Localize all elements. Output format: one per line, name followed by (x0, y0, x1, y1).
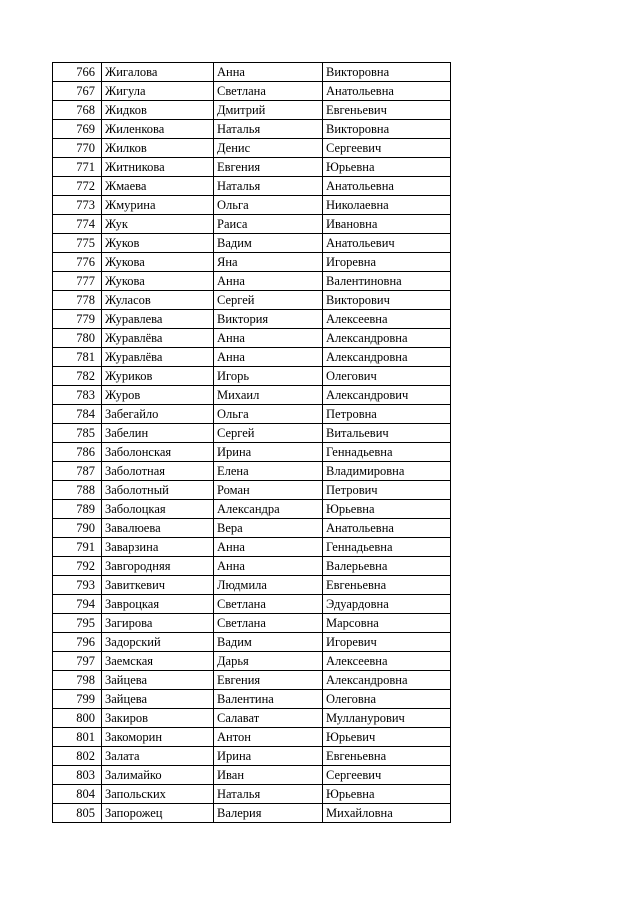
patronymic-cell: Петровна (323, 405, 451, 424)
patronymic-cell: Геннадьевна (323, 538, 451, 557)
table-row (53, 709, 451, 728)
first-name-cell: Анна (214, 329, 323, 348)
table-row (53, 215, 451, 234)
patronymic-cell: Александровна (323, 348, 451, 367)
row-number-cell: 769 (53, 120, 102, 139)
patronymic-cell: Евгеньевна (323, 576, 451, 595)
table-row (53, 519, 451, 538)
first-name-cell: Салават (214, 709, 323, 728)
patronymic-cell: Петрович (323, 481, 451, 500)
patronymic-cell: Михайловна (323, 804, 451, 823)
row-number-cell: 801 (53, 728, 102, 747)
last-name-cell: Журавлёва (102, 329, 214, 348)
patronymic-cell: Марсовна (323, 614, 451, 633)
table-row (53, 443, 451, 462)
row-number-cell: 774 (53, 215, 102, 234)
table-row (53, 272, 451, 291)
last-name-cell: Завгородняя (102, 557, 214, 576)
row-number-cell: 790 (53, 519, 102, 538)
patronymic-cell: Анатольевна (323, 519, 451, 538)
table-row (53, 63, 451, 82)
row-number-cell: 780 (53, 329, 102, 348)
row-number-cell: 802 (53, 747, 102, 766)
patronymic-cell: Викторовна (323, 63, 451, 82)
last-name-cell: Завалюева (102, 519, 214, 538)
row-number-cell: 804 (53, 785, 102, 804)
first-name-cell: Анна (214, 272, 323, 291)
table-row (53, 595, 451, 614)
table-row (53, 348, 451, 367)
first-name-cell: Ирина (214, 747, 323, 766)
table-row (53, 747, 451, 766)
patronymic-cell: Юрьевна (323, 785, 451, 804)
first-name-cell: Роман (214, 481, 323, 500)
table-row (53, 557, 451, 576)
last-name-cell: Залата (102, 747, 214, 766)
first-name-cell: Дмитрий (214, 101, 323, 120)
table-row (53, 310, 451, 329)
patronymic-cell: Александрович (323, 386, 451, 405)
patronymic-cell: Ивановна (323, 215, 451, 234)
row-number-cell: 803 (53, 766, 102, 785)
last-name-cell: Заемская (102, 652, 214, 671)
last-name-cell: Закиров (102, 709, 214, 728)
first-name-cell: Валентина (214, 690, 323, 709)
row-number-cell: 781 (53, 348, 102, 367)
patronymic-cell: Игоревна (323, 253, 451, 272)
table-row (53, 500, 451, 519)
row-number-cell: 800 (53, 709, 102, 728)
first-name-cell: Денис (214, 139, 323, 158)
first-name-cell: Евгения (214, 158, 323, 177)
first-name-cell: Игорь (214, 367, 323, 386)
first-name-cell: Иван (214, 766, 323, 785)
first-name-cell: Михаил (214, 386, 323, 405)
table-row (53, 139, 451, 158)
first-name-cell: Александра (214, 500, 323, 519)
last-name-cell: Жмаева (102, 177, 214, 196)
table-row (53, 728, 451, 747)
last-name-cell: Запорожец (102, 804, 214, 823)
last-name-cell: Жиленкова (102, 120, 214, 139)
table-row (53, 424, 451, 443)
table-row (53, 329, 451, 348)
patronymic-cell: Александровна (323, 671, 451, 690)
patronymic-cell: Викторовна (323, 120, 451, 139)
row-number-cell: 791 (53, 538, 102, 557)
first-name-cell: Ирина (214, 443, 323, 462)
patronymic-cell: Юрьевна (323, 158, 451, 177)
last-name-cell: Забегайло (102, 405, 214, 424)
row-number-cell: 775 (53, 234, 102, 253)
patronymic-cell: Александровна (323, 329, 451, 348)
table-row (53, 671, 451, 690)
first-name-cell: Анна (214, 557, 323, 576)
last-name-cell: Журиков (102, 367, 214, 386)
table-row (53, 538, 451, 557)
last-name-cell: Задорский (102, 633, 214, 652)
row-number-cell: 787 (53, 462, 102, 481)
first-name-cell: Наталья (214, 785, 323, 804)
name-roster-table (52, 62, 451, 823)
table-row (53, 804, 451, 823)
first-name-cell: Виктория (214, 310, 323, 329)
row-number-cell: 776 (53, 253, 102, 272)
row-number-cell: 792 (53, 557, 102, 576)
first-name-cell: Раиса (214, 215, 323, 234)
table-row (53, 291, 451, 310)
row-number-cell: 768 (53, 101, 102, 120)
first-name-cell: Сергей (214, 291, 323, 310)
patronymic-cell: Алексеевна (323, 310, 451, 329)
last-name-cell: Запольских (102, 785, 214, 804)
first-name-cell: Вера (214, 519, 323, 538)
table-row (53, 120, 451, 139)
first-name-cell: Светлана (214, 614, 323, 633)
row-number-cell: 795 (53, 614, 102, 633)
row-number-cell: 771 (53, 158, 102, 177)
row-number-cell: 799 (53, 690, 102, 709)
row-number-cell: 782 (53, 367, 102, 386)
row-number-cell: 805 (53, 804, 102, 823)
first-name-cell: Анна (214, 538, 323, 557)
patronymic-cell: Игоревич (323, 633, 451, 652)
patronymic-cell: Евгеньевна (323, 747, 451, 766)
patronymic-cell: Владимировна (323, 462, 451, 481)
table-row (53, 652, 451, 671)
row-number-cell: 798 (53, 671, 102, 690)
patronymic-cell: Анатольевич (323, 234, 451, 253)
row-number-cell: 778 (53, 291, 102, 310)
patronymic-cell: Анатольевна (323, 82, 451, 101)
first-name-cell: Валерия (214, 804, 323, 823)
table-row (53, 158, 451, 177)
patronymic-cell: Эдуардовна (323, 595, 451, 614)
last-name-cell: Журавлева (102, 310, 214, 329)
row-number-cell: 789 (53, 500, 102, 519)
last-name-cell: Жигула (102, 82, 214, 101)
row-number-cell: 783 (53, 386, 102, 405)
row-number-cell: 797 (53, 652, 102, 671)
first-name-cell: Евгения (214, 671, 323, 690)
table-row (53, 766, 451, 785)
first-name-cell: Людмила (214, 576, 323, 595)
last-name-cell: Завроцкая (102, 595, 214, 614)
first-name-cell: Сергей (214, 424, 323, 443)
last-name-cell: Жмурина (102, 196, 214, 215)
first-name-cell: Анна (214, 348, 323, 367)
row-number-cell: 793 (53, 576, 102, 595)
last-name-cell: Заболотный (102, 481, 214, 500)
last-name-cell: Жукова (102, 253, 214, 272)
roster-table-body (53, 63, 451, 823)
patronymic-cell: Витальевич (323, 424, 451, 443)
last-name-cell: Заболоцкая (102, 500, 214, 519)
table-row (53, 253, 451, 272)
row-number-cell: 773 (53, 196, 102, 215)
last-name-cell: Зайцева (102, 671, 214, 690)
first-name-cell: Наталья (214, 120, 323, 139)
row-number-cell: 796 (53, 633, 102, 652)
first-name-cell: Вадим (214, 234, 323, 253)
table-row (53, 82, 451, 101)
last-name-cell: Зайцева (102, 690, 214, 709)
table-row (53, 101, 451, 120)
last-name-cell: Жидков (102, 101, 214, 120)
row-number-cell: 786 (53, 443, 102, 462)
first-name-cell: Ольга (214, 405, 323, 424)
patronymic-cell: Сергеевич (323, 766, 451, 785)
table-row (53, 196, 451, 215)
last-name-cell: Жигалова (102, 63, 214, 82)
last-name-cell: Жукова (102, 272, 214, 291)
last-name-cell: Журов (102, 386, 214, 405)
table-row (53, 785, 451, 804)
first-name-cell: Светлана (214, 595, 323, 614)
last-name-cell: Заболотная (102, 462, 214, 481)
table-row (53, 690, 451, 709)
row-number-cell: 779 (53, 310, 102, 329)
last-name-cell: Житникова (102, 158, 214, 177)
first-name-cell: Светлана (214, 82, 323, 101)
last-name-cell: Жилков (102, 139, 214, 158)
row-number-cell: 785 (53, 424, 102, 443)
patronymic-cell: Евгеньевич (323, 101, 451, 120)
last-name-cell: Забелин (102, 424, 214, 443)
table-row (53, 614, 451, 633)
first-name-cell: Наталья (214, 177, 323, 196)
last-name-cell: Заварзина (102, 538, 214, 557)
first-name-cell: Дарья (214, 652, 323, 671)
row-number-cell: 772 (53, 177, 102, 196)
row-number-cell: 766 (53, 63, 102, 82)
patronymic-cell: Алексеевна (323, 652, 451, 671)
table-row (53, 234, 451, 253)
last-name-cell: Закоморин (102, 728, 214, 747)
first-name-cell: Анна (214, 63, 323, 82)
first-name-cell: Яна (214, 253, 323, 272)
patronymic-cell: Анатольевна (323, 177, 451, 196)
first-name-cell: Елена (214, 462, 323, 481)
last-name-cell: Заболонская (102, 443, 214, 462)
last-name-cell: Журавлёва (102, 348, 214, 367)
table-row (53, 367, 451, 386)
first-name-cell: Вадим (214, 633, 323, 652)
table-row (53, 576, 451, 595)
patronymic-cell: Олегович (323, 367, 451, 386)
patronymic-cell: Валерьевна (323, 557, 451, 576)
table-row (53, 405, 451, 424)
last-name-cell: Жуласов (102, 291, 214, 310)
patronymic-cell: Мулланурович (323, 709, 451, 728)
patronymic-cell: Викторович (323, 291, 451, 310)
patronymic-cell: Юрьевич (323, 728, 451, 747)
row-number-cell: 770 (53, 139, 102, 158)
patronymic-cell: Олеговна (323, 690, 451, 709)
patronymic-cell: Геннадьевна (323, 443, 451, 462)
first-name-cell: Антон (214, 728, 323, 747)
table-row (53, 462, 451, 481)
patronymic-cell: Николаевна (323, 196, 451, 215)
table-row (53, 386, 451, 405)
row-number-cell: 784 (53, 405, 102, 424)
patronymic-cell: Сергеевич (323, 139, 451, 158)
row-number-cell: 767 (53, 82, 102, 101)
table-row (53, 633, 451, 652)
first-name-cell: Ольга (214, 196, 323, 215)
row-number-cell: 794 (53, 595, 102, 614)
last-name-cell: Загирова (102, 614, 214, 633)
last-name-cell: Жук (102, 215, 214, 234)
last-name-cell: Залимайко (102, 766, 214, 785)
row-number-cell: 788 (53, 481, 102, 500)
last-name-cell: Завиткевич (102, 576, 214, 595)
row-number-cell: 777 (53, 272, 102, 291)
patronymic-cell: Юрьевна (323, 500, 451, 519)
patronymic-cell: Валентиновна (323, 272, 451, 291)
last-name-cell: Жуков (102, 234, 214, 253)
table-row (53, 177, 451, 196)
table-row (53, 481, 451, 500)
